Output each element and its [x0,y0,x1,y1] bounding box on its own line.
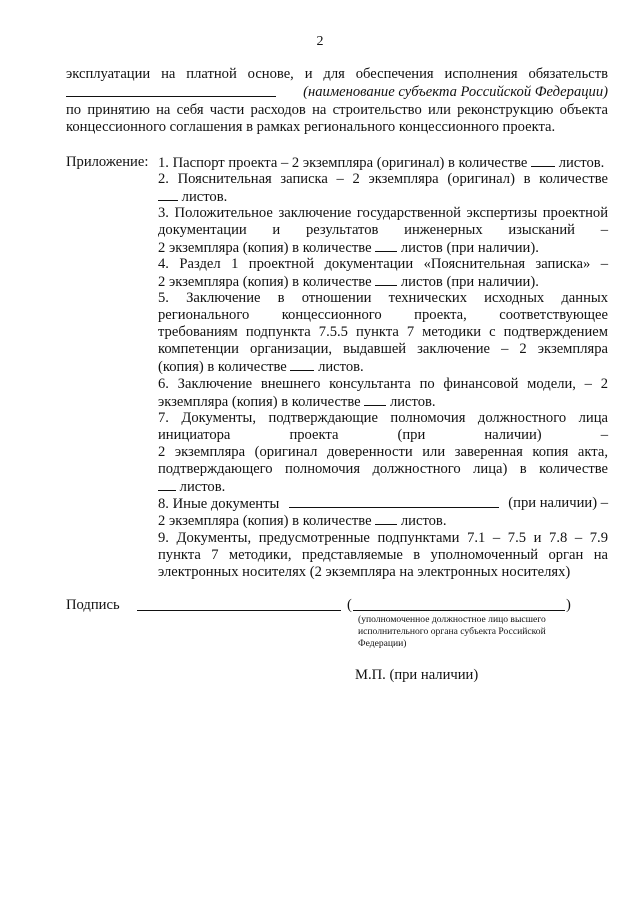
paren-close: ) [566,597,571,613]
intro-line-4: концессионного соглашения в рамках регионального концессионного проекта. [66,119,556,135]
appendix-item-5-line-3: требованиям подпункта 7.5.5 пункта 7 методики с подтверждением [158,324,608,340]
item-2-end: листов. [181,189,228,205]
blank [375,512,397,525]
signature-caption-line-2: исполнительного органа субъекта Российской [358,626,546,637]
item-1-end: листов. [558,155,605,171]
blank [531,154,555,167]
blank [158,478,176,491]
item-3-end: листов (при наличии). [400,240,539,256]
blank [158,188,178,201]
appendix-item-5-line-5 [158,358,364,376]
appendix-item-5-line-4: компетенции организации, выдавшей заключение – 2 экземпляра [158,341,608,357]
item-6-end: листов. [389,394,436,410]
appendix-item-9-line-1: 9. Документы, предусмотренные подпунктами 7.1 – 7.5 и 7.8 – 7.9 [158,530,608,546]
appendix-item-7-line-4: подтверждающего полномочия должностного лица) в количестве [158,461,608,477]
item-8-end: листов. [400,513,447,529]
signature-caption-line-3: Федерации) [358,638,407,649]
appendix-item-1 [158,154,608,172]
intro-line-1: эксплуатации на платной основе, и для обеспечения исполнения обязательств [66,66,608,82]
item-3-text: 2 экземпляра (копия) в количестве [158,240,372,256]
item-7-end: листов. [179,479,226,495]
appendix-item-9-line-2: пункта 7 методики, представляемые в уполномоченный орган на [158,547,608,563]
item-6-text: экземпляра (копия) в количестве [158,394,361,410]
item-5-text: (копия) в количестве [158,359,287,375]
blank [364,393,386,406]
appendix-item-8-line-1 [158,495,608,513]
appendix-item-6-line-2 [158,393,436,411]
appendix-item-9-line-3: электронных носителях (2 экземпляра на электронных носителях) [158,564,571,580]
blank [375,273,397,286]
appendix-item-4-line-1: 4. Раздел 1 проектной документации «Пояснительная записка» – [158,256,608,272]
item-8-text: 8. Иные документы [158,496,280,512]
appendix-item-8-line-2 [158,512,446,530]
appendix-item-6-line-1: 6. Заключение внешнего консультанта по финансовой модели, – 2 [158,376,608,392]
intro-line-2 [66,84,608,102]
name-line [353,610,565,611]
signature-line [137,610,341,611]
intro-line-3: по принятию на себя части расходов на строительство или реконструкцию объекта [66,102,608,118]
signature-label: Подпись [66,597,120,613]
blank [375,239,397,252]
stamp-note: М.П. (при наличии) [355,667,479,683]
blank-region-name [66,84,276,97]
page-number: 2 [316,34,324,49]
appendix-item-5-line-2: регионального концессионного проекта, соответствующее [158,307,608,323]
appendix-item-3-line-2: документации и результатов инженерных изысканий – [158,222,608,238]
appendix-item-7-line-3: 2 экземпляра (оригинал доверенности или заверенная копия акта, [158,444,608,460]
item-5-end: листов. [318,359,364,375]
appendix-item-3-line-3 [158,239,539,257]
blank [290,358,314,371]
appendix-item-7-line-1: 7. Документы, подтверждающие полномочия должностного лица [158,410,608,426]
blank-other-docs [289,495,499,508]
appendix-item-2-line-1: 2. Пояснительная записка – 2 экземпляра (оригинал) в количестве [158,171,608,187]
region-name-hint: (наименование субъекта Российской Федерации) [303,84,608,100]
item-4-text: 2 экземпляра (копия) в количестве [158,274,372,290]
item-8-suffix: (при наличии) – [508,495,608,511]
item-8-count-text: 2 экземпляра (копия) в количестве [158,513,372,529]
paren-open: ( [347,597,352,613]
appendix-item-2-line-2 [158,188,227,206]
appendix-item-7-line-5 [158,478,225,496]
appendix-label: Приложение: [66,154,149,170]
appendix-item-7-line-2: инициатора проекта (при наличии) – [158,427,608,443]
signature-caption-line-1: (уполномоченное должностное лицо высшего [358,614,546,625]
item-1-text: 1. Паспорт проекта – 2 экземпляра (оригинал) в количестве [158,155,528,171]
appendix-item-4-line-2 [158,273,539,291]
appendix-item-5-line-1: 5. Заключение в отношении технических исходных данных [158,290,608,306]
item-4-end: листов (при наличии). [400,274,539,290]
appendix-item-3-line-1: 3. Положительное заключение государственной экспертизы проектной [158,205,608,221]
